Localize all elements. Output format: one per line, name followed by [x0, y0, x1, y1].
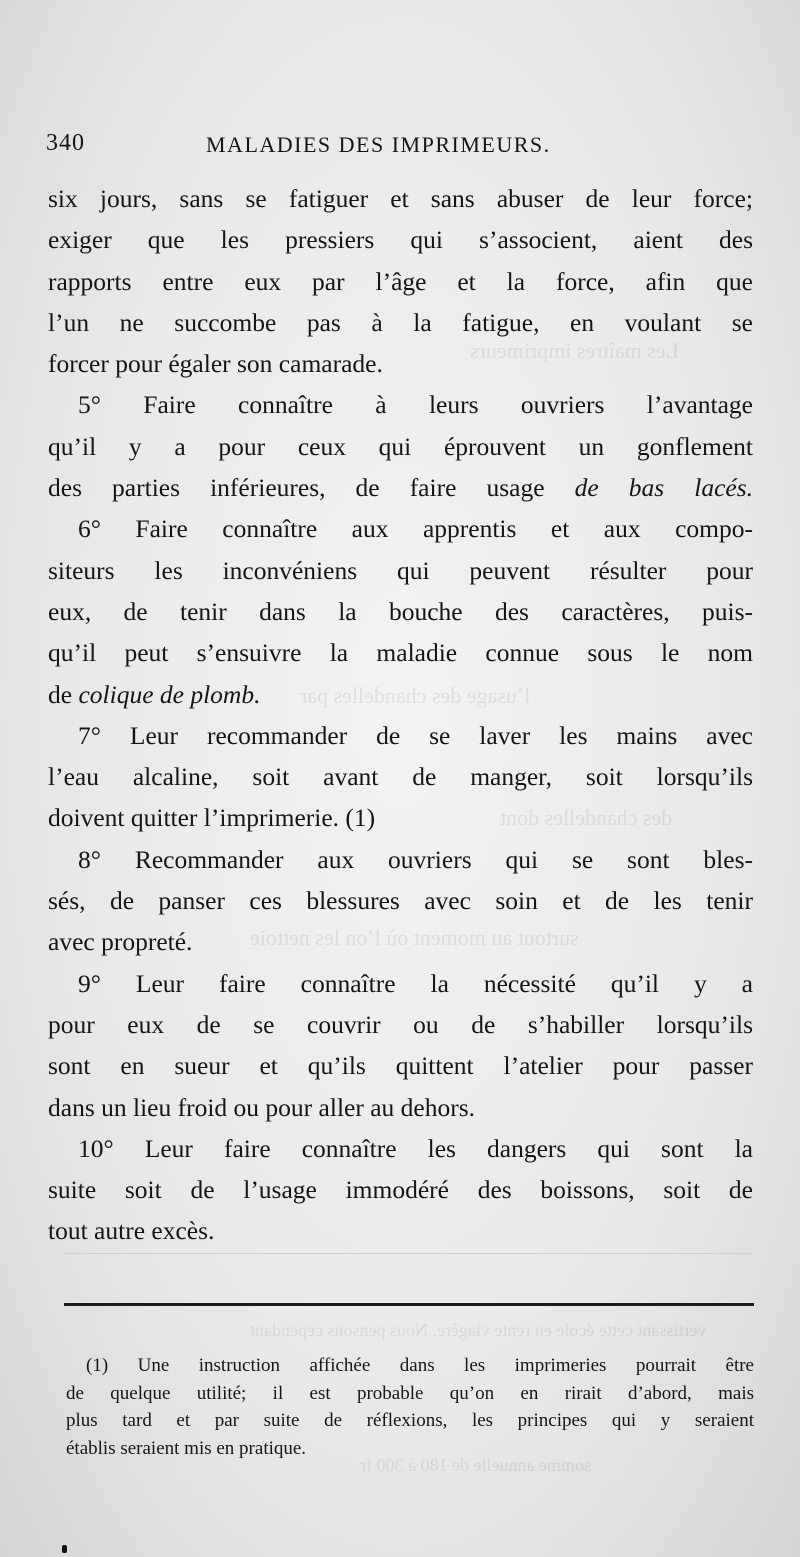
text-line: 7° Leur recommander de se laver les mains avec	[78, 720, 753, 750]
text-segment: de	[48, 679, 73, 709]
text-line: 6° Faire connaître aux apprentis et aux compo-	[78, 514, 753, 544]
text-line-with-italic	[48, 467, 753, 508]
footnote-line: (1) Une instruction affichée dans les imprimeries pourrait être	[86, 1355, 754, 1376]
text-line: avec propreté.	[48, 927, 193, 957]
running-head: MALADIES DES IMPRIMEURS.	[206, 132, 551, 157]
text-line: dans un lieu froid ou pour aller au dehors.	[48, 1092, 476, 1122]
text-line: qu’il y a pour ceux qui éprouvent un gonflement	[48, 431, 753, 461]
text-line: forcer pour égaler son camarade.	[48, 349, 383, 379]
text-line: siteurs les inconvéniens qui peuvent résulter pour	[48, 555, 753, 585]
show-through-text: des chandelles dont	[500, 805, 673, 830]
text-line: 10° Leur faire connaître les dangers qui sont la	[78, 1133, 753, 1163]
text-line: exiger que les pressiers qui s’associent, aient des	[48, 225, 753, 255]
text-line: pour eux de se couvrir ou de s’habiller lorsqu’ils	[48, 1009, 753, 1039]
footnote-line: plus tard et par suite de réflexions, les principes qui y seraient	[66, 1410, 754, 1431]
page-number: 340	[46, 130, 85, 156]
footnote-line: de quelque utilité; il est probable qu’on en rirait d’abord, mais	[66, 1382, 754, 1404]
text-line: tout autre excès.	[48, 1216, 215, 1246]
text-line: sés, de panser ces blessures avec soin et de les tenir	[48, 886, 753, 916]
faint-divider	[64, 1253, 754, 1254]
footnote-line: établis seraient mis en pratique.	[66, 1437, 307, 1459]
show-through-text: vertissant cette école en rente viagère. Nous pensons cependant	[250, 1320, 707, 1340]
text-line: suite soit de l’usage immodéré des boissons, soit de	[48, 1175, 753, 1205]
text-line-with-italic	[48, 674, 753, 715]
footnote	[66, 1352, 754, 1462]
page-header	[46, 130, 746, 164]
text-line: 5° Faire connaître à leurs ouvriers l’avantage	[78, 390, 753, 420]
text-line: 8° Recommander aux ouvriers qui se sont bles-	[78, 844, 753, 874]
italic-term-bas-laces: de bas lacés.	[574, 473, 754, 503]
text-line: sont en sueur et qu’ils quittent l’atelier pour passer	[48, 1051, 753, 1081]
text-line: l’eau alcaline, soit avant de manger, soit lorsqu’ils	[48, 762, 753, 792]
text-line: l’un ne succombe pas à la fatigue, en voulant se	[48, 307, 753, 337]
show-through-text: Les maîtres imprimeurs	[470, 338, 679, 363]
footnote-rule	[64, 1303, 754, 1306]
text-line: eux, de tenir dans la bouche des caractères, puis-	[48, 596, 753, 626]
show-through-text: surtout au moment où l’on les nettoie	[250, 925, 579, 950]
body-text	[48, 178, 753, 1252]
text-line: 9° Leur faire connaître la nécessité qu’il y a	[78, 968, 753, 998]
ink-speck	[62, 1545, 67, 1553]
show-through-text: somme annuelle de 180 à 300 fr	[360, 1455, 591, 1475]
text-line: rapports entre eux par l’âge et la force, afin que	[48, 266, 753, 296]
text-line: six jours, sans se fatiguer et sans abuser de leur force;	[48, 184, 753, 213]
text-segment: des parties inférieures, de faire usage	[48, 473, 545, 503]
text-line: qu’il peut s’ensuivre la maladie connue sous le nom	[48, 638, 753, 668]
text-line: doivent quitter l’imprimerie. (1)	[48, 803, 376, 833]
show-through-text: l’usage des chandelles par	[300, 683, 531, 708]
italic-term-colique: colique de plomb.	[78, 679, 261, 709]
